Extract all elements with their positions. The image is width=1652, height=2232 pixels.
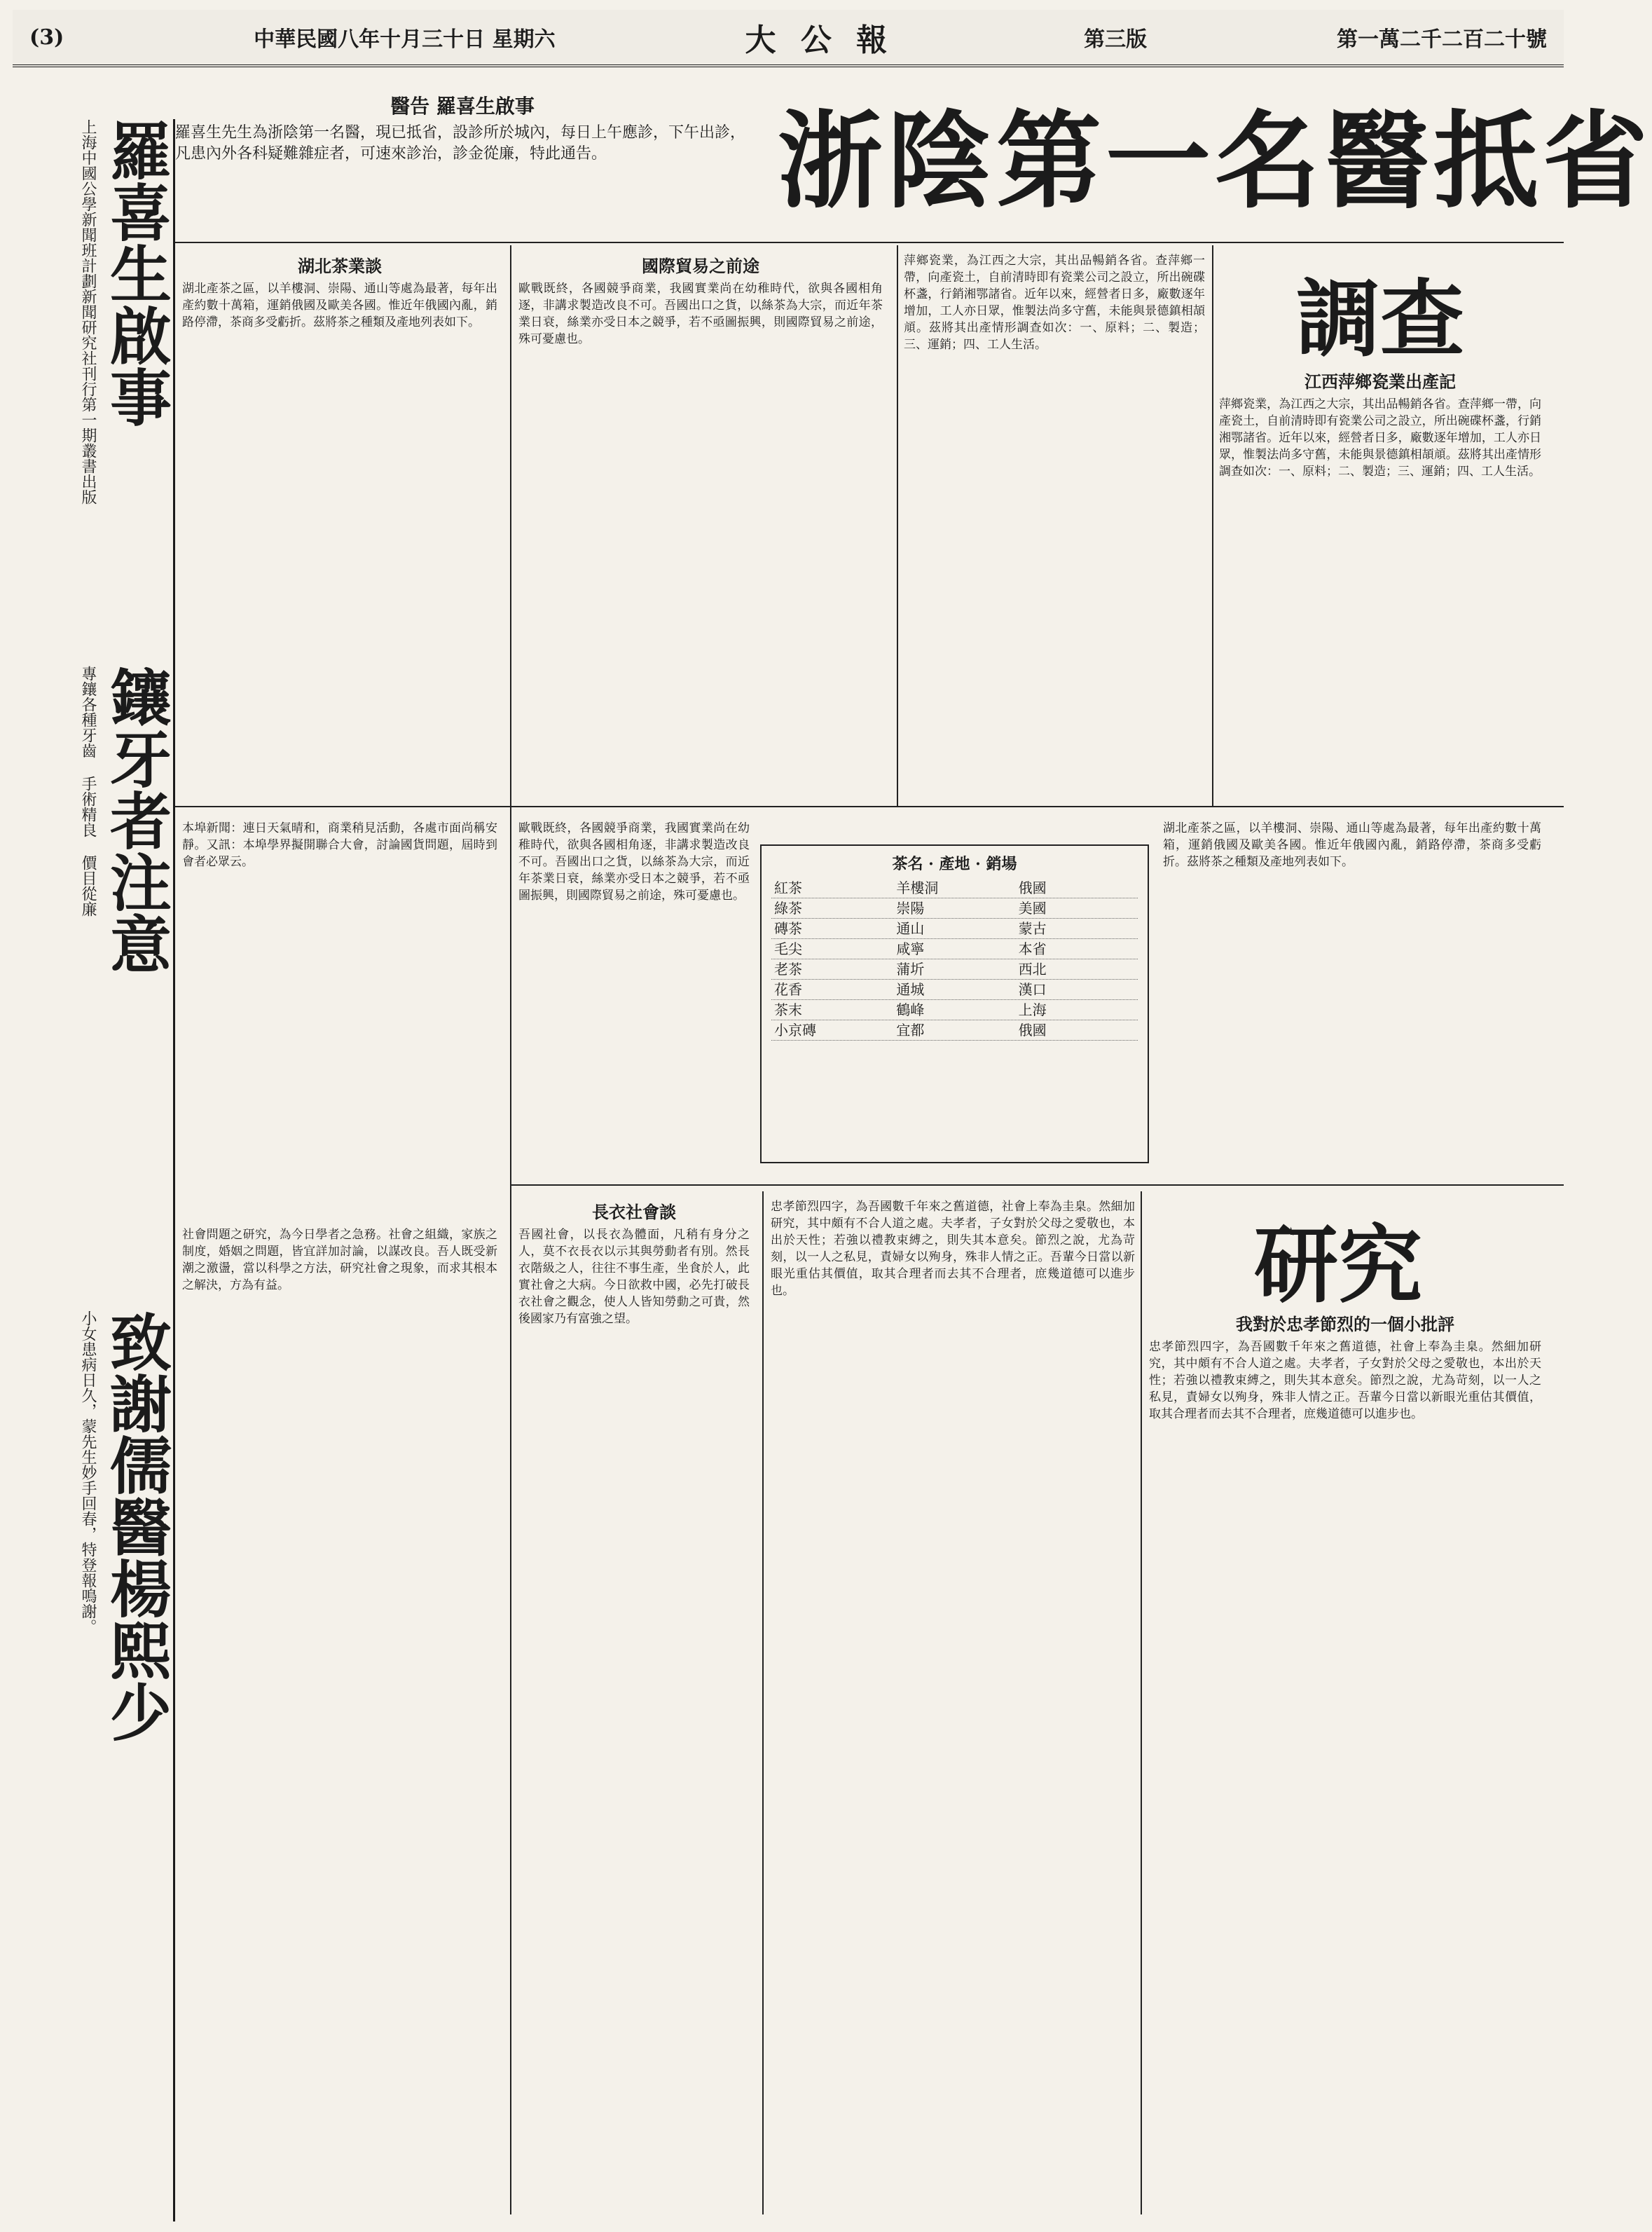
table-cell: 俄國	[1018, 879, 1047, 896]
research-body-1: 忠孝節烈四字，為吾國數千年來之舊道德，社會上奉為圭臬。然細加研究，其中頗有不合人道之處。夫孝者，子女對於父母之愛敬也，本出於天性；若強以禮教束縛之，則失其本意矣。節烈之說，尤為苛刻，以一人之私見，責婦女以殉身，殊非人情之正。吾輩今日當以新眼光重估其價值，取其合理者而去其不合理者，庶幾道德可以進步也。	[1149, 1340, 1541, 1421]
left-advertisement-column	[13, 119, 175, 2221]
top-ad-text: 羅喜生先生為浙陰第一名醫，現已抵省，設診所於城內，每日上午應診，下午出診，凡患內外各科疑難雜症者，可速來診治，診金從廉，特此通告。	[175, 124, 746, 163]
issue-date: 中華民國八年十月三十日 星期六	[254, 27, 556, 52]
social-title: 長衣社會談	[592, 1202, 676, 1222]
table-row	[771, 878, 1138, 898]
table-row	[771, 980, 1138, 1000]
table-cell: 崇陽	[896, 900, 925, 917]
tea-table	[760, 844, 1149, 1163]
trade-title: 國際貿易之前途	[642, 256, 759, 276]
ad-body-dental: 專鑲各種牙齒 手術精良 價目從廉	[79, 666, 97, 917]
divider	[1212, 245, 1213, 806]
table-cell: 蒲圻	[896, 961, 925, 978]
table-cell: 西北	[1018, 961, 1047, 978]
extra-body: 社會問題之研究，為今日學者之急務。社會之組織，家族之制度，婚姻之問題，皆宜詳加討論，以謀改良。吾人既受新潮之激盪，當以科學之方法，研究社會之現象，而求其根本之解決，方為有益。	[182, 1228, 497, 1292]
paper-name: 大 公 報	[745, 22, 895, 58]
tea-table-header: 茶名 · 產地 · 銷場	[892, 855, 1017, 873]
table-cell: 綠茶	[774, 900, 802, 917]
table-cell: 宜都	[896, 1022, 925, 1039]
masthead	[13, 10, 1564, 67]
table-cell: 毛尖	[774, 940, 802, 957]
divider	[510, 1219, 511, 2214]
page-mark: (3)	[29, 25, 64, 50]
divider	[175, 242, 1564, 243]
ad-title-thanks: 致謝儒醫楊熙少	[100, 1310, 173, 1742]
table-cell: 咸寧	[896, 940, 925, 957]
table-cell: 俄國	[1018, 1022, 1047, 1039]
table-cell: 花香	[774, 981, 802, 998]
table-cell: 老茶	[774, 961, 802, 978]
table-cell: 上海	[1018, 1001, 1047, 1018]
ad-body-thanks: 小女患病日久，蒙先生妙手回春，特登報鳴謝。	[79, 1310, 97, 1634]
survey-body-1: 萍鄉瓷業，為江西之大宗，其出品暢銷各省。查萍鄉一帶，向產瓷土，自前清時即有瓷業公司之設立，所出碗碟杯盞，行銷湘鄂諸省。近年以來，經營者日多，廠數逐年增加，工人亦日眾，惟製法尚多守舊，未能與景德鎮相頡頏。茲將其出產情形調查如次：一、原料；二、製造；三、運銷；四、工人生活。	[1219, 397, 1541, 479]
table-cell: 漢口	[1018, 981, 1047, 998]
table-cell: 本省	[1018, 940, 1047, 957]
table-cell: 羊樓洞	[896, 879, 939, 896]
table-cell: 美國	[1018, 900, 1047, 917]
survey-title: 調查	[1296, 270, 1464, 369]
table-row	[771, 898, 1138, 919]
divider	[510, 245, 511, 1219]
tea-body-2: 湖北產茶之區，以羊樓洞、崇陽、通山等處為最著，每年出產約數十萬箱，運銷俄國及歐美各國。惟近年俄國內亂，銷路停滯，茶商多受虧折。茲將茶之種類及產地列表如下。	[1163, 821, 1541, 869]
table-cell: 蒙古	[1018, 920, 1047, 937]
divider	[897, 245, 898, 806]
table-cell: 磚茶	[774, 920, 802, 937]
trade-body: 歐戰既終，各國競爭商業，我國實業尚在幼稚時代，欲與各國相角逐，非講求製造改良不可。吾國出口之貨，以絲茶為大宗，而近年茶業日衰，絲業亦受日本之競爭，若不亟圖振興，則國際貿易之前途，殊可憂慮也。	[518, 282, 883, 346]
table-row	[771, 959, 1138, 980]
survey-body-2: 萍鄉瓷業，為江西之大宗，其出品暢銷各省。查萍鄉一帶，向產瓷土，自前清時即有瓷業公司之設立，所出碗碟杯盞，行銷湘鄂諸省。近年以來，經營者日多，廠數逐年增加，工人亦日眾，惟製法尚多守舊，未能與景德鎮相頡頏。茲將其出產情形調查如次：一、原料；二、製造；三、運銷；四、工人生活。	[904, 254, 1205, 352]
table-cell: 茶末	[774, 1001, 802, 1018]
divider	[175, 806, 1564, 807]
divider	[1141, 1191, 1142, 2214]
tea-title: 湖北茶業談	[298, 256, 382, 276]
table-cell: 小京磚	[774, 1022, 816, 1039]
misc-body: 本埠新聞：連日天氣晴和，商業稍見活動，各處市面尚稱安靜。又訊：本埠學界擬開聯合大會，討論國貨問題，屆時到會者必眾云。	[182, 821, 497, 869]
edition: 第三版	[1084, 27, 1148, 52]
table-row	[771, 1020, 1138, 1041]
table-cell: 紅茶	[774, 879, 802, 896]
research-subtitle: 我對於忠孝節烈的一個小批評	[1236, 1314, 1454, 1334]
issue-number: 第一萬二千二百二十號	[1336, 27, 1547, 52]
main-headline: 浙陰第一名醫抵省	[778, 100, 1652, 223]
divider	[762, 1191, 764, 2214]
table-row	[771, 919, 1138, 939]
table-row	[771, 939, 1138, 959]
ad-title-dental: 鑲牙者注意	[100, 666, 173, 974]
trade-body-2: 歐戰既終，各國競爭商業，我國實業尚在幼稚時代，欲與各國相角逐，非講求製造改良不可。吾國出口之貨，以絲茶為大宗，而近年茶業日衰，絲業亦受日本之競爭，若不亟圖振興，則國際貿易之前途，殊可憂慮也。	[518, 821, 750, 903]
table-cell: 鶴峰	[896, 1001, 925, 1018]
survey-subtitle: 江西萍鄉瓷業出產記	[1305, 371, 1456, 392]
divider	[511, 1184, 1564, 1186]
table-cell: 通城	[896, 981, 925, 998]
tea-body-1: 湖北產茶之區，以羊樓洞、崇陽、通山等處為最著，每年出產約數十萬箱，運銷俄國及歐美各國。惟近年俄國內亂，銷路停滯，茶商多受虧折。茲將茶之種類及產地列表如下。	[182, 282, 497, 329]
top-ad-label: 醫告 羅喜生啟事	[390, 95, 535, 118]
ad-body-luoxisheng: 上海中國公學新聞班計劃新聞研究社刊行第一期叢書出版	[79, 119, 97, 505]
research-title: 研究	[1254, 1216, 1422, 1315]
social-body: 吾國社會，以長衣為體面，凡稍有身分之人，莫不衣長衣以示其與勞動者有別。然長衣階級之人，往往不事生產，坐食於人，此實社會之大病。今日欲救中國，必先打破長衣社會之觀念，使人人皆知勞動之可貴，然後國家乃有富強之望。	[518, 1228, 750, 1326]
ad-title-luoxisheng: 羅喜生啟事	[100, 119, 173, 427]
research-body-2: 忠孝節烈四字，為吾國數千年來之舊道德，社會上奉為圭臬。然細加研究，其中頗有不合人道之處。夫孝者，子女對於父母之愛敬也，本出於天性；若強以禮教束縛之，則失其本意矣。節烈之說，尤為苛刻，以一人之私見，責婦女以殉身，殊非人情之正。吾輩今日當以新眼光重估其價值，取其合理者而去其不合理者，庶幾道德可以進步也。	[771, 1200, 1135, 1298]
table-cell: 通山	[896, 920, 925, 937]
table-row	[771, 1000, 1138, 1020]
